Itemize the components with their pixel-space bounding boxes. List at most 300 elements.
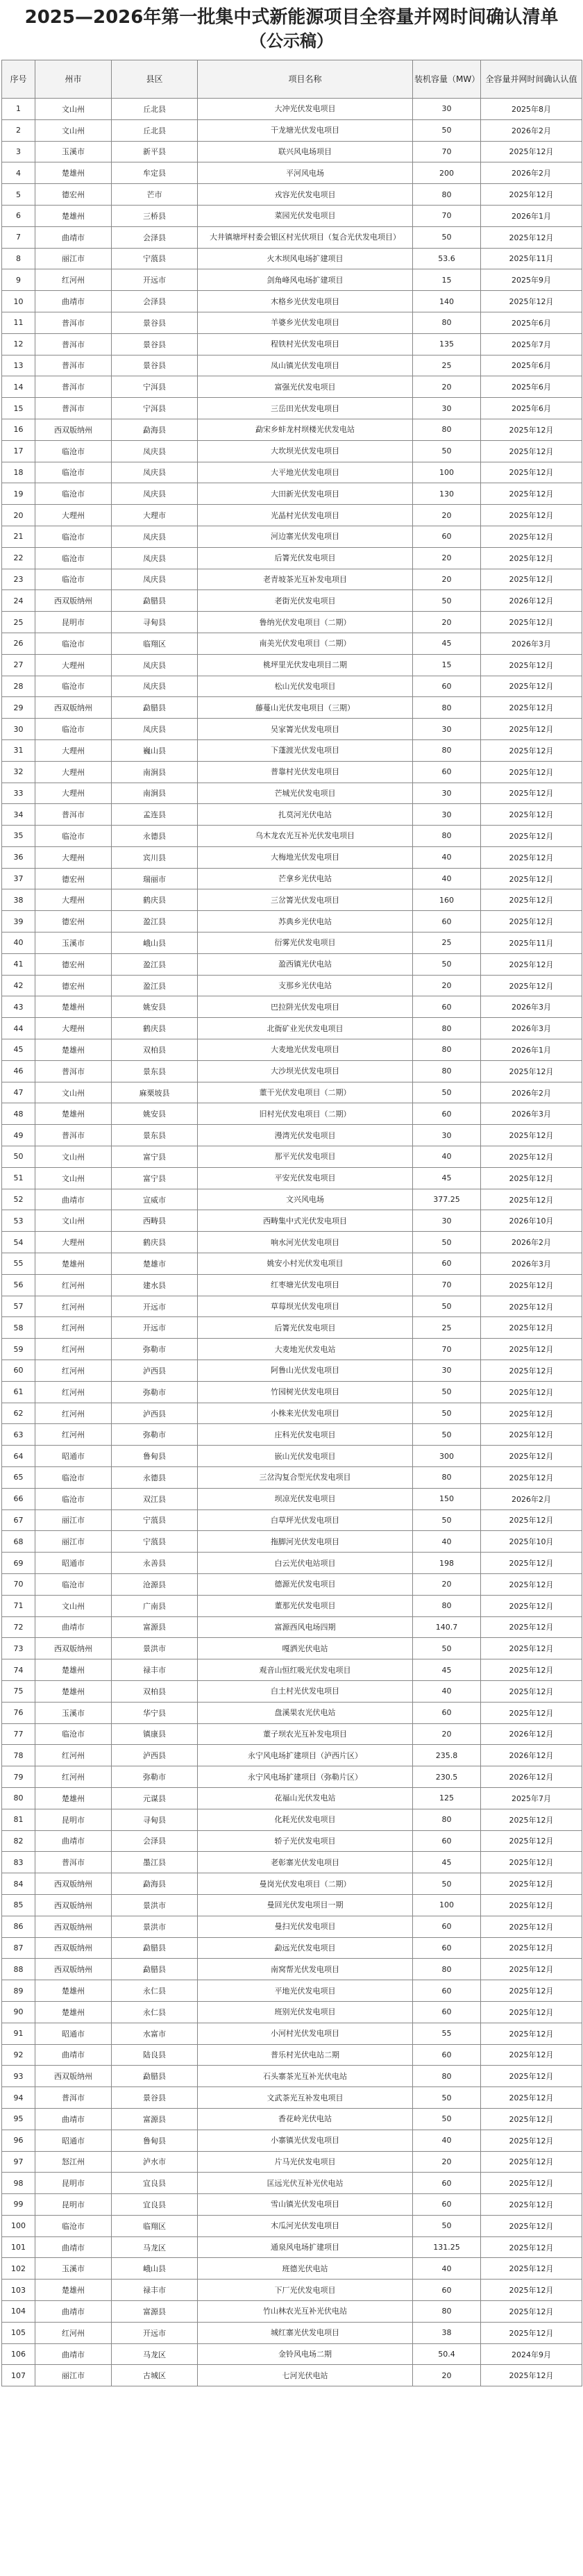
row-grid-time: 2025年12月	[481, 804, 582, 826]
row-project-name: 苏典乡光伏电站	[198, 911, 413, 932]
row-county: 牟定县	[112, 162, 198, 184]
row-county: 峨山县	[112, 2258, 198, 2280]
row-grid-time: 2025年12月	[481, 2151, 582, 2173]
row-capacity: 140	[413, 291, 481, 312]
row-project-name: 雪山镇光伏发电项目	[198, 2194, 413, 2216]
row-grid-time: 2025年12月	[481, 911, 582, 932]
row-grid-time: 2025年12月	[481, 1937, 582, 1959]
row-capacity: 60	[413, 2001, 481, 2023]
row-county: 丘北县	[112, 119, 198, 141]
row-prefecture: 昭通市	[35, 2130, 112, 2151]
row-prefecture: 玉溪市	[35, 1702, 112, 1723]
row-county: 凤庆县	[112, 462, 198, 483]
row-index: 83	[2, 1852, 35, 1873]
row-capacity: 15	[413, 654, 481, 676]
row-project-name: 木瓜河光伏发电项目	[198, 2215, 413, 2236]
row-project-name: 白土村光伏发电项目	[198, 1680, 413, 1702]
row-capacity: 50.4	[413, 2343, 481, 2365]
row-index: 58	[2, 1317, 35, 1339]
row-grid-time: 2025年12月	[481, 654, 582, 676]
row-grid-time: 2025年12月	[481, 2301, 582, 2323]
row-prefecture: 楚雄州	[35, 1659, 112, 1681]
row-county: 华宁县	[112, 1702, 198, 1723]
row-prefecture: 昭通市	[35, 1553, 112, 1574]
row-prefecture: 昭通市	[35, 2023, 112, 2044]
row-county: 富宁县	[112, 1146, 198, 1168]
row-county: 瑞丽市	[112, 868, 198, 889]
row-prefecture: 曲靖市	[35, 226, 112, 248]
row-index: 25	[2, 612, 35, 633]
row-project-name: 程铁村光伏发电项目	[198, 333, 413, 355]
title-sub: （公示稿）	[250, 31, 333, 51]
row-county: 景谷县	[112, 312, 198, 333]
row-capacity: 50	[413, 1873, 481, 1895]
row-grid-time: 2025年12月	[481, 1616, 582, 1638]
row-capacity: 55	[413, 2023, 481, 2044]
row-grid-time: 2025年12月	[481, 1060, 582, 1082]
row-prefecture: 楚雄州	[35, 205, 112, 226]
row-county: 景洪市	[112, 1638, 198, 1659]
row-capacity: 230.5	[413, 1766, 481, 1788]
row-project-name: 文兴风电场	[198, 1189, 413, 1210]
row-grid-time: 2025年12月	[481, 1360, 582, 1382]
row-project-name: 花福山光伏发电站	[198, 1787, 413, 1809]
row-capacity: 20	[413, 547, 481, 569]
row-project-name: 竹山林农光互补光伏电站	[198, 2301, 413, 2323]
row-prefecture: 楚雄州	[35, 2001, 112, 2023]
row-grid-time: 2025年12月	[481, 1317, 582, 1339]
row-index: 1	[2, 99, 35, 120]
table-row	[2, 569, 582, 590]
row-prefecture: 德宏州	[35, 911, 112, 932]
row-prefecture: 曲靖市	[35, 2343, 112, 2365]
row-capacity: 60	[413, 1830, 481, 1852]
row-county: 宁蒗县	[112, 1509, 198, 1531]
row-county: 永德县	[112, 1467, 198, 1489]
row-county: 弥勒市	[112, 1339, 198, 1360]
row-index: 74	[2, 1659, 35, 1681]
table-row	[2, 1210, 582, 1232]
table-row	[2, 1360, 582, 1382]
row-county: 元谋县	[112, 1787, 198, 1809]
row-prefecture: 临沧市	[35, 826, 112, 847]
row-prefecture: 昆明市	[35, 2173, 112, 2194]
row-grid-time: 2025年12月	[481, 676, 582, 697]
row-county: 建水县	[112, 1274, 198, 1296]
row-grid-time: 2025年12月	[481, 1852, 582, 1873]
row-index: 103	[2, 2280, 35, 2301]
table-row	[2, 1873, 582, 1895]
row-capacity: 25	[413, 1317, 481, 1339]
row-index: 20	[2, 505, 35, 526]
header-index: 序号	[2, 60, 35, 99]
row-project-name: 西畴集中式光伏发电项目	[198, 1210, 413, 1232]
row-prefecture: 德宏州	[35, 184, 112, 206]
row-capacity: 377.25	[413, 1189, 481, 1210]
row-prefecture: 昆明市	[35, 1809, 112, 1830]
row-county: 富宁县	[112, 1167, 198, 1189]
row-capacity: 40	[413, 2130, 481, 2151]
row-project-name: 通泉风电场扩建项目	[198, 2236, 413, 2258]
table-row	[2, 1894, 582, 1916]
row-grid-time: 2025年12月	[481, 2322, 582, 2343]
table-row	[2, 911, 582, 932]
row-capacity: 80	[413, 1959, 481, 1980]
table-row	[2, 783, 582, 804]
row-prefecture: 丽江市	[35, 2365, 112, 2386]
row-capacity: 25	[413, 932, 481, 954]
row-capacity: 20	[413, 975, 481, 996]
row-index: 28	[2, 676, 35, 697]
table-row	[2, 2215, 582, 2236]
row-project-name: 曼扫光伏发电项目	[198, 1916, 413, 1937]
row-county: 泸西县	[112, 1745, 198, 1766]
row-capacity: 80	[413, 1060, 481, 1082]
row-prefecture: 红河州	[35, 1339, 112, 1360]
row-county: 会泽县	[112, 226, 198, 248]
row-index: 27	[2, 654, 35, 676]
row-capacity: 60	[413, 911, 481, 932]
row-index: 18	[2, 462, 35, 483]
table-row	[2, 1467, 582, 1489]
row-project-name: 董那光伏发电项目	[198, 1595, 413, 1616]
row-index: 82	[2, 1830, 35, 1852]
row-capacity: 40	[413, 1146, 481, 1168]
row-prefecture: 昆明市	[35, 2194, 112, 2216]
row-index: 49	[2, 1125, 35, 1146]
row-county: 陆良县	[112, 2044, 198, 2066]
row-prefecture: 临沧市	[35, 526, 112, 547]
row-prefecture: 德宏州	[35, 975, 112, 996]
row-prefecture: 楚雄州	[35, 162, 112, 184]
row-capacity: 160	[413, 889, 481, 911]
row-county: 凤庆县	[112, 676, 198, 697]
row-index: 30	[2, 719, 35, 740]
table-row	[2, 398, 582, 419]
row-index: 88	[2, 1959, 35, 1980]
table-row	[2, 1039, 582, 1061]
row-capacity: 50	[413, 1509, 481, 1531]
row-project-name: 大麦地光伏发电站	[198, 1339, 413, 1360]
row-capacity: 20	[413, 612, 481, 633]
row-county: 姚安县	[112, 996, 198, 1018]
table-row	[2, 547, 582, 569]
row-index: 7	[2, 226, 35, 248]
row-project-name: 平地光伏发电项目	[198, 1980, 413, 2002]
row-project-name: 大井镇塘坪村委会银区村光伏项目（复合光伏发电项目）	[198, 226, 413, 248]
row-capacity: 20	[413, 569, 481, 590]
table-row	[2, 462, 582, 483]
table-row	[2, 1531, 582, 1553]
row-prefecture: 曲靖市	[35, 2108, 112, 2130]
row-grid-time: 2025年12月	[481, 1553, 582, 1574]
row-project-name: 大田新光伏发电项目	[198, 483, 413, 505]
row-project-name: 嵌山光伏发电项目	[198, 1446, 413, 1467]
row-prefecture: 文山州	[35, 1595, 112, 1616]
row-grid-time: 2025年12月	[481, 1424, 582, 1446]
table-row	[2, 697, 582, 719]
row-project-name: 大平地光伏发电项目	[198, 462, 413, 483]
row-prefecture: 西双版纳州	[35, 1959, 112, 1980]
row-project-name: 支那乡光伏电站	[198, 975, 413, 996]
row-prefecture: 红河州	[35, 1360, 112, 1382]
table-row	[2, 162, 582, 184]
row-grid-time: 2025年12月	[481, 2365, 582, 2386]
row-capacity: 70	[413, 1274, 481, 1296]
row-capacity: 80	[413, 2301, 481, 2323]
row-index: 106	[2, 2343, 35, 2365]
row-project-name: 拖脚河光伏发电项目	[198, 1531, 413, 1553]
row-grid-time: 2025年12月	[481, 2044, 582, 2066]
row-county: 峨山县	[112, 932, 198, 954]
table-row	[2, 1638, 582, 1659]
row-grid-time: 2025年12月	[481, 1894, 582, 1916]
row-project-name: 三岳田光伏发电项目	[198, 398, 413, 419]
row-grid-time: 2025年12月	[481, 1702, 582, 1723]
row-project-name: 董子坝农光互补发电项目	[198, 1723, 413, 1745]
row-county: 盈江县	[112, 911, 198, 932]
row-prefecture: 楚雄州	[35, 2280, 112, 2301]
table-row	[2, 826, 582, 847]
row-prefecture: 楚雄州	[35, 1103, 112, 1125]
row-capacity: 60	[413, 761, 481, 783]
row-index: 84	[2, 1873, 35, 1895]
table-row	[2, 1060, 582, 1082]
row-index: 94	[2, 2087, 35, 2109]
row-grid-time: 2025年7月	[481, 1787, 582, 1809]
row-capacity: 50	[413, 1082, 481, 1103]
row-capacity: 50	[413, 2215, 481, 2236]
row-county: 临翔区	[112, 2215, 198, 2236]
row-capacity: 30	[413, 719, 481, 740]
row-capacity: 20	[413, 2151, 481, 2173]
row-project-name: 片马光伏发电项目	[198, 2151, 413, 2173]
table-row	[2, 2343, 582, 2365]
table-row	[2, 2108, 582, 2130]
table-row	[2, 1766, 582, 1788]
row-prefecture: 楚雄州	[35, 1039, 112, 1061]
table-row	[2, 1403, 582, 1424]
row-prefecture: 丽江市	[35, 1509, 112, 1531]
row-county: 大理市	[112, 505, 198, 526]
row-capacity: 20	[413, 376, 481, 398]
row-capacity: 80	[413, 826, 481, 847]
row-county: 禄丰市	[112, 1659, 198, 1681]
row-prefecture: 大理州	[35, 505, 112, 526]
row-grid-time: 2026年1月	[481, 205, 582, 226]
row-index: 73	[2, 1638, 35, 1659]
row-county: 勐腊县	[112, 1959, 198, 1980]
row-index: 52	[2, 1189, 35, 1210]
row-county: 凤庆县	[112, 654, 198, 676]
row-capacity: 50	[413, 1296, 481, 1317]
row-grid-time: 2025年12月	[481, 846, 582, 868]
row-prefecture: 大理州	[35, 783, 112, 804]
row-county: 盈江县	[112, 953, 198, 975]
table-row	[2, 2280, 582, 2301]
row-county: 镇康县	[112, 1723, 198, 1745]
row-prefecture: 红河州	[35, 1745, 112, 1766]
row-index: 96	[2, 2130, 35, 2151]
row-prefecture: 红河州	[35, 269, 112, 291]
row-county: 宾川县	[112, 846, 198, 868]
row-county: 泸水市	[112, 2151, 198, 2173]
table-row	[2, 205, 582, 226]
row-county: 鲁甸县	[112, 2130, 198, 2151]
row-county: 双柏县	[112, 1680, 198, 1702]
row-prefecture: 楚雄州	[35, 1680, 112, 1702]
table-row	[2, 312, 582, 333]
row-prefecture: 红河州	[35, 1381, 112, 1403]
row-index: 54	[2, 1232, 35, 1253]
row-prefecture: 曲靖市	[35, 2236, 112, 2258]
row-prefecture: 红河州	[35, 1766, 112, 1788]
row-grid-time: 2025年12月	[481, 1980, 582, 2002]
table-row	[2, 868, 582, 889]
row-prefecture: 红河州	[35, 1296, 112, 1317]
row-capacity: 80	[413, 312, 481, 333]
row-capacity: 20	[413, 1573, 481, 1595]
table-row	[2, 1146, 582, 1168]
row-index: 32	[2, 761, 35, 783]
row-prefecture: 普洱市	[35, 355, 112, 376]
row-capacity: 50	[413, 1638, 481, 1659]
row-grid-time: 2025年12月	[481, 953, 582, 975]
row-grid-time: 2025年12月	[481, 719, 582, 740]
row-index: 99	[2, 2194, 35, 2216]
row-county: 丘北县	[112, 99, 198, 120]
row-grid-time: 2025年12月	[481, 1381, 582, 1403]
row-index: 22	[2, 547, 35, 569]
row-prefecture: 大理州	[35, 846, 112, 868]
row-prefecture: 楚雄州	[35, 1253, 112, 1275]
table-row	[2, 761, 582, 783]
header-prefecture: 州市	[35, 60, 112, 99]
row-capacity: 50	[413, 440, 481, 462]
row-index: 9	[2, 269, 35, 291]
row-prefecture: 文山州	[35, 1210, 112, 1232]
row-project-name: 红枣塘光伏发电项目	[198, 1274, 413, 1296]
row-capacity: 50	[413, 2087, 481, 2109]
row-capacity: 80	[413, 1039, 481, 1061]
row-county: 宁蒗县	[112, 1531, 198, 1553]
row-capacity: 200	[413, 162, 481, 184]
row-capacity: 40	[413, 1531, 481, 1553]
row-index: 102	[2, 2258, 35, 2280]
row-grid-time: 2025年12月	[481, 1146, 582, 1168]
row-prefecture: 丽江市	[35, 1531, 112, 1553]
table-row	[2, 248, 582, 269]
document-title	[0, 0, 583, 60]
row-county: 富源县	[112, 2108, 198, 2130]
row-project-name: 下厂光伏发电项目	[198, 2280, 413, 2301]
row-grid-time: 2025年12月	[481, 462, 582, 483]
row-county: 勐海县	[112, 419, 198, 440]
row-project-name: 金铃风电场二期	[198, 2343, 413, 2365]
title-main: 2025—2026年第一批集中式新能源项目全容量并网时间确认清单	[24, 7, 559, 28]
row-prefecture: 文山州	[35, 99, 112, 120]
row-prefecture: 楚雄州	[35, 1787, 112, 1809]
row-index: 105	[2, 2322, 35, 2343]
table-row	[2, 1573, 582, 1595]
row-project-name: 文武茶光互补发电项目	[198, 2087, 413, 2109]
row-grid-time: 2026年3月	[481, 633, 582, 654]
table-row	[2, 1339, 582, 1360]
row-county: 水富市	[112, 2023, 198, 2044]
table-row	[2, 1659, 582, 1681]
row-grid-time: 2025年8月	[481, 99, 582, 120]
table-row	[2, 2258, 582, 2280]
table-row	[2, 2001, 582, 2023]
row-prefecture: 怒江州	[35, 2151, 112, 2173]
row-capacity: 60	[413, 2280, 481, 2301]
row-project-name: 石头寨茶光互补光伏电站	[198, 2066, 413, 2087]
table-row	[2, 1232, 582, 1253]
table-row	[2, 1253, 582, 1275]
row-index: 62	[2, 1403, 35, 1424]
row-county: 景东县	[112, 1125, 198, 1146]
row-index: 33	[2, 783, 35, 804]
row-county: 勐腊县	[112, 1937, 198, 1959]
row-capacity: 30	[413, 804, 481, 826]
row-project-name: 鲁纳光伏发电项目（二期）	[198, 612, 413, 633]
row-project-name: 木格乡光伏发电项目	[198, 291, 413, 312]
row-grid-time: 2025年12月	[481, 2108, 582, 2130]
row-grid-time: 2026年2月	[481, 1232, 582, 1253]
table-row	[2, 1980, 582, 2002]
row-grid-time: 2025年12月	[481, 419, 582, 440]
row-index: 12	[2, 333, 35, 355]
row-project-name: 桃坪里光伏发电项目二期	[198, 654, 413, 676]
row-prefecture: 大理州	[35, 889, 112, 911]
row-county: 西畴县	[112, 1210, 198, 1232]
row-index: 80	[2, 1787, 35, 1809]
row-project-name: 大麦地光伏发电项目	[198, 1039, 413, 1061]
row-capacity: 50	[413, 590, 481, 612]
row-index: 8	[2, 248, 35, 269]
row-capacity: 131.25	[413, 2236, 481, 2258]
row-grid-time: 2025年12月	[481, 2215, 582, 2236]
row-index: 39	[2, 911, 35, 932]
table-row	[2, 932, 582, 954]
table-row	[2, 1018, 582, 1039]
row-index: 17	[2, 440, 35, 462]
row-project-name: 大坎坝光伏发电项目	[198, 440, 413, 462]
row-index: 24	[2, 590, 35, 612]
row-county: 会泽县	[112, 1830, 198, 1852]
row-index: 70	[2, 1573, 35, 1595]
row-project-name: 三岔箐光伏发电项目	[198, 889, 413, 911]
table-row	[2, 1189, 582, 1210]
row-index: 40	[2, 932, 35, 954]
table-row	[2, 505, 582, 526]
row-prefecture: 大理州	[35, 739, 112, 761]
row-grid-time: 2025年12月	[481, 547, 582, 569]
row-grid-time: 2025年12月	[481, 761, 582, 783]
row-grid-time: 2025年12月	[481, 697, 582, 719]
row-grid-time: 2025年12月	[481, 1638, 582, 1659]
row-index: 95	[2, 2108, 35, 2130]
table-row	[2, 1446, 582, 1467]
table-row	[2, 291, 582, 312]
row-prefecture: 临沧市	[35, 633, 112, 654]
row-county: 弥勒市	[112, 1424, 198, 1446]
row-index: 4	[2, 162, 35, 184]
row-capacity: 80	[413, 419, 481, 440]
row-index: 48	[2, 1103, 35, 1125]
row-project-name: 白草坪光伏发电项目	[198, 1509, 413, 1531]
row-index: 93	[2, 2066, 35, 2087]
